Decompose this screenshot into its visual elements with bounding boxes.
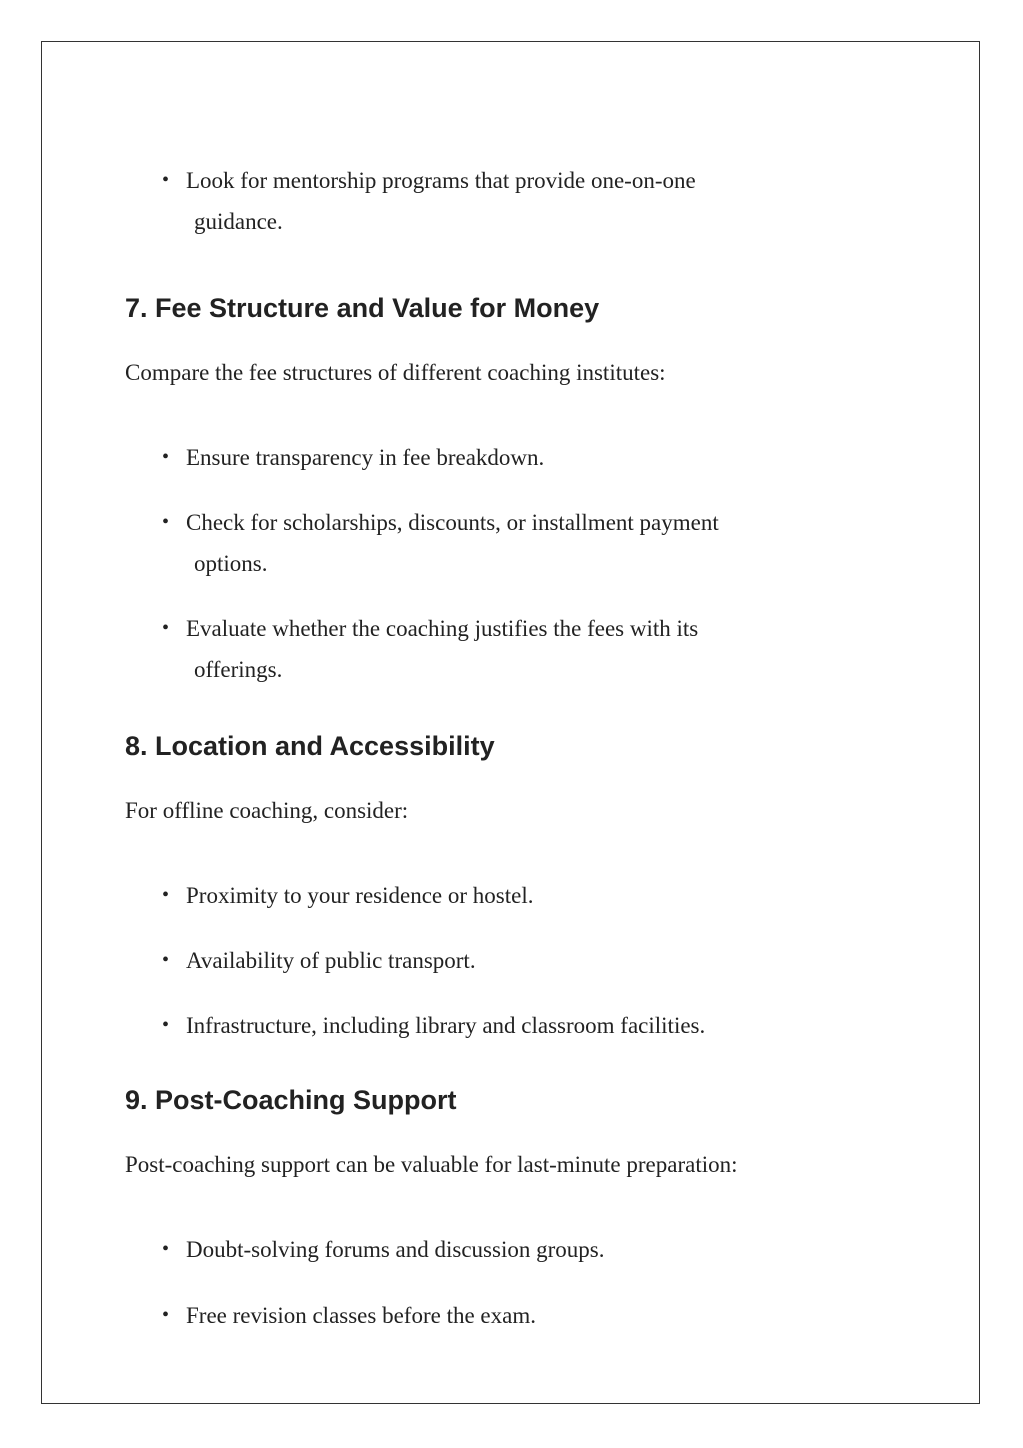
section-7-heading: 7. Fee Structure and Value for Money [125, 293, 600, 323]
list-item [162, 608, 882, 690]
list-item-text: Doubt-solving forums and discussion groups. [186, 1237, 605, 1262]
list-item [162, 1295, 882, 1336]
list-item [162, 1229, 882, 1270]
document-page [41, 41, 980, 1404]
bullet-icon: • [162, 1014, 170, 1036]
list-item-text: Proximity to your residence or hostel. [186, 883, 534, 908]
bullet-icon: • [162, 1304, 170, 1326]
list-item-text: Check for scholarships, discounts, or installment payment [186, 510, 719, 535]
list-item [162, 160, 882, 242]
bullet-icon: • [162, 511, 170, 533]
bullet-icon: • [162, 617, 170, 639]
list-item-text: Evaluate whether the coaching justifies the fees with its [186, 616, 699, 641]
section-7-intro-block [125, 358, 925, 388]
section-8-intro-block [125, 796, 925, 826]
list-item-text-continued: options. [194, 551, 268, 576]
section-heading [125, 1084, 925, 1116]
section-heading [125, 730, 925, 762]
section-7-intro: Compare the fee structures of different coaching institutes: [125, 360, 666, 385]
list-item-text: Infrastructure, including library and classroom facilities. [186, 1013, 706, 1038]
bullet-icon: • [162, 169, 170, 191]
section-8-heading: 8. Location and Accessibility [125, 731, 495, 761]
bullet-icon: • [162, 1238, 170, 1260]
bullet-icon: • [162, 949, 170, 971]
bullet-icon: • [162, 446, 170, 468]
section-9-intro: Post-coaching support can be valuable for last-minute preparation: [125, 1152, 738, 1177]
list-item [162, 437, 882, 478]
list-item [162, 940, 882, 981]
section-9-heading: 9. Post-Coaching Support [125, 1085, 457, 1115]
section-8-intro: For offline coaching, consider: [125, 798, 409, 823]
list-item-text: Ensure transparency in fee breakdown. [186, 445, 545, 470]
list-item-text: Free revision classes before the exam. [186, 1303, 536, 1328]
list-item-text: Availability of public transport. [186, 948, 476, 973]
list-item [162, 875, 882, 916]
section-9-intro-block [125, 1150, 925, 1180]
list-item-text-continued: offerings. [194, 657, 283, 682]
section-heading [125, 292, 925, 324]
bullet-icon: • [162, 884, 170, 906]
list-item-text: Look for mentorship programs that provide one-on-one [186, 168, 696, 193]
list-item-text-continued: guidance. [194, 209, 283, 234]
list-item [162, 1005, 882, 1046]
list-item [162, 502, 882, 584]
